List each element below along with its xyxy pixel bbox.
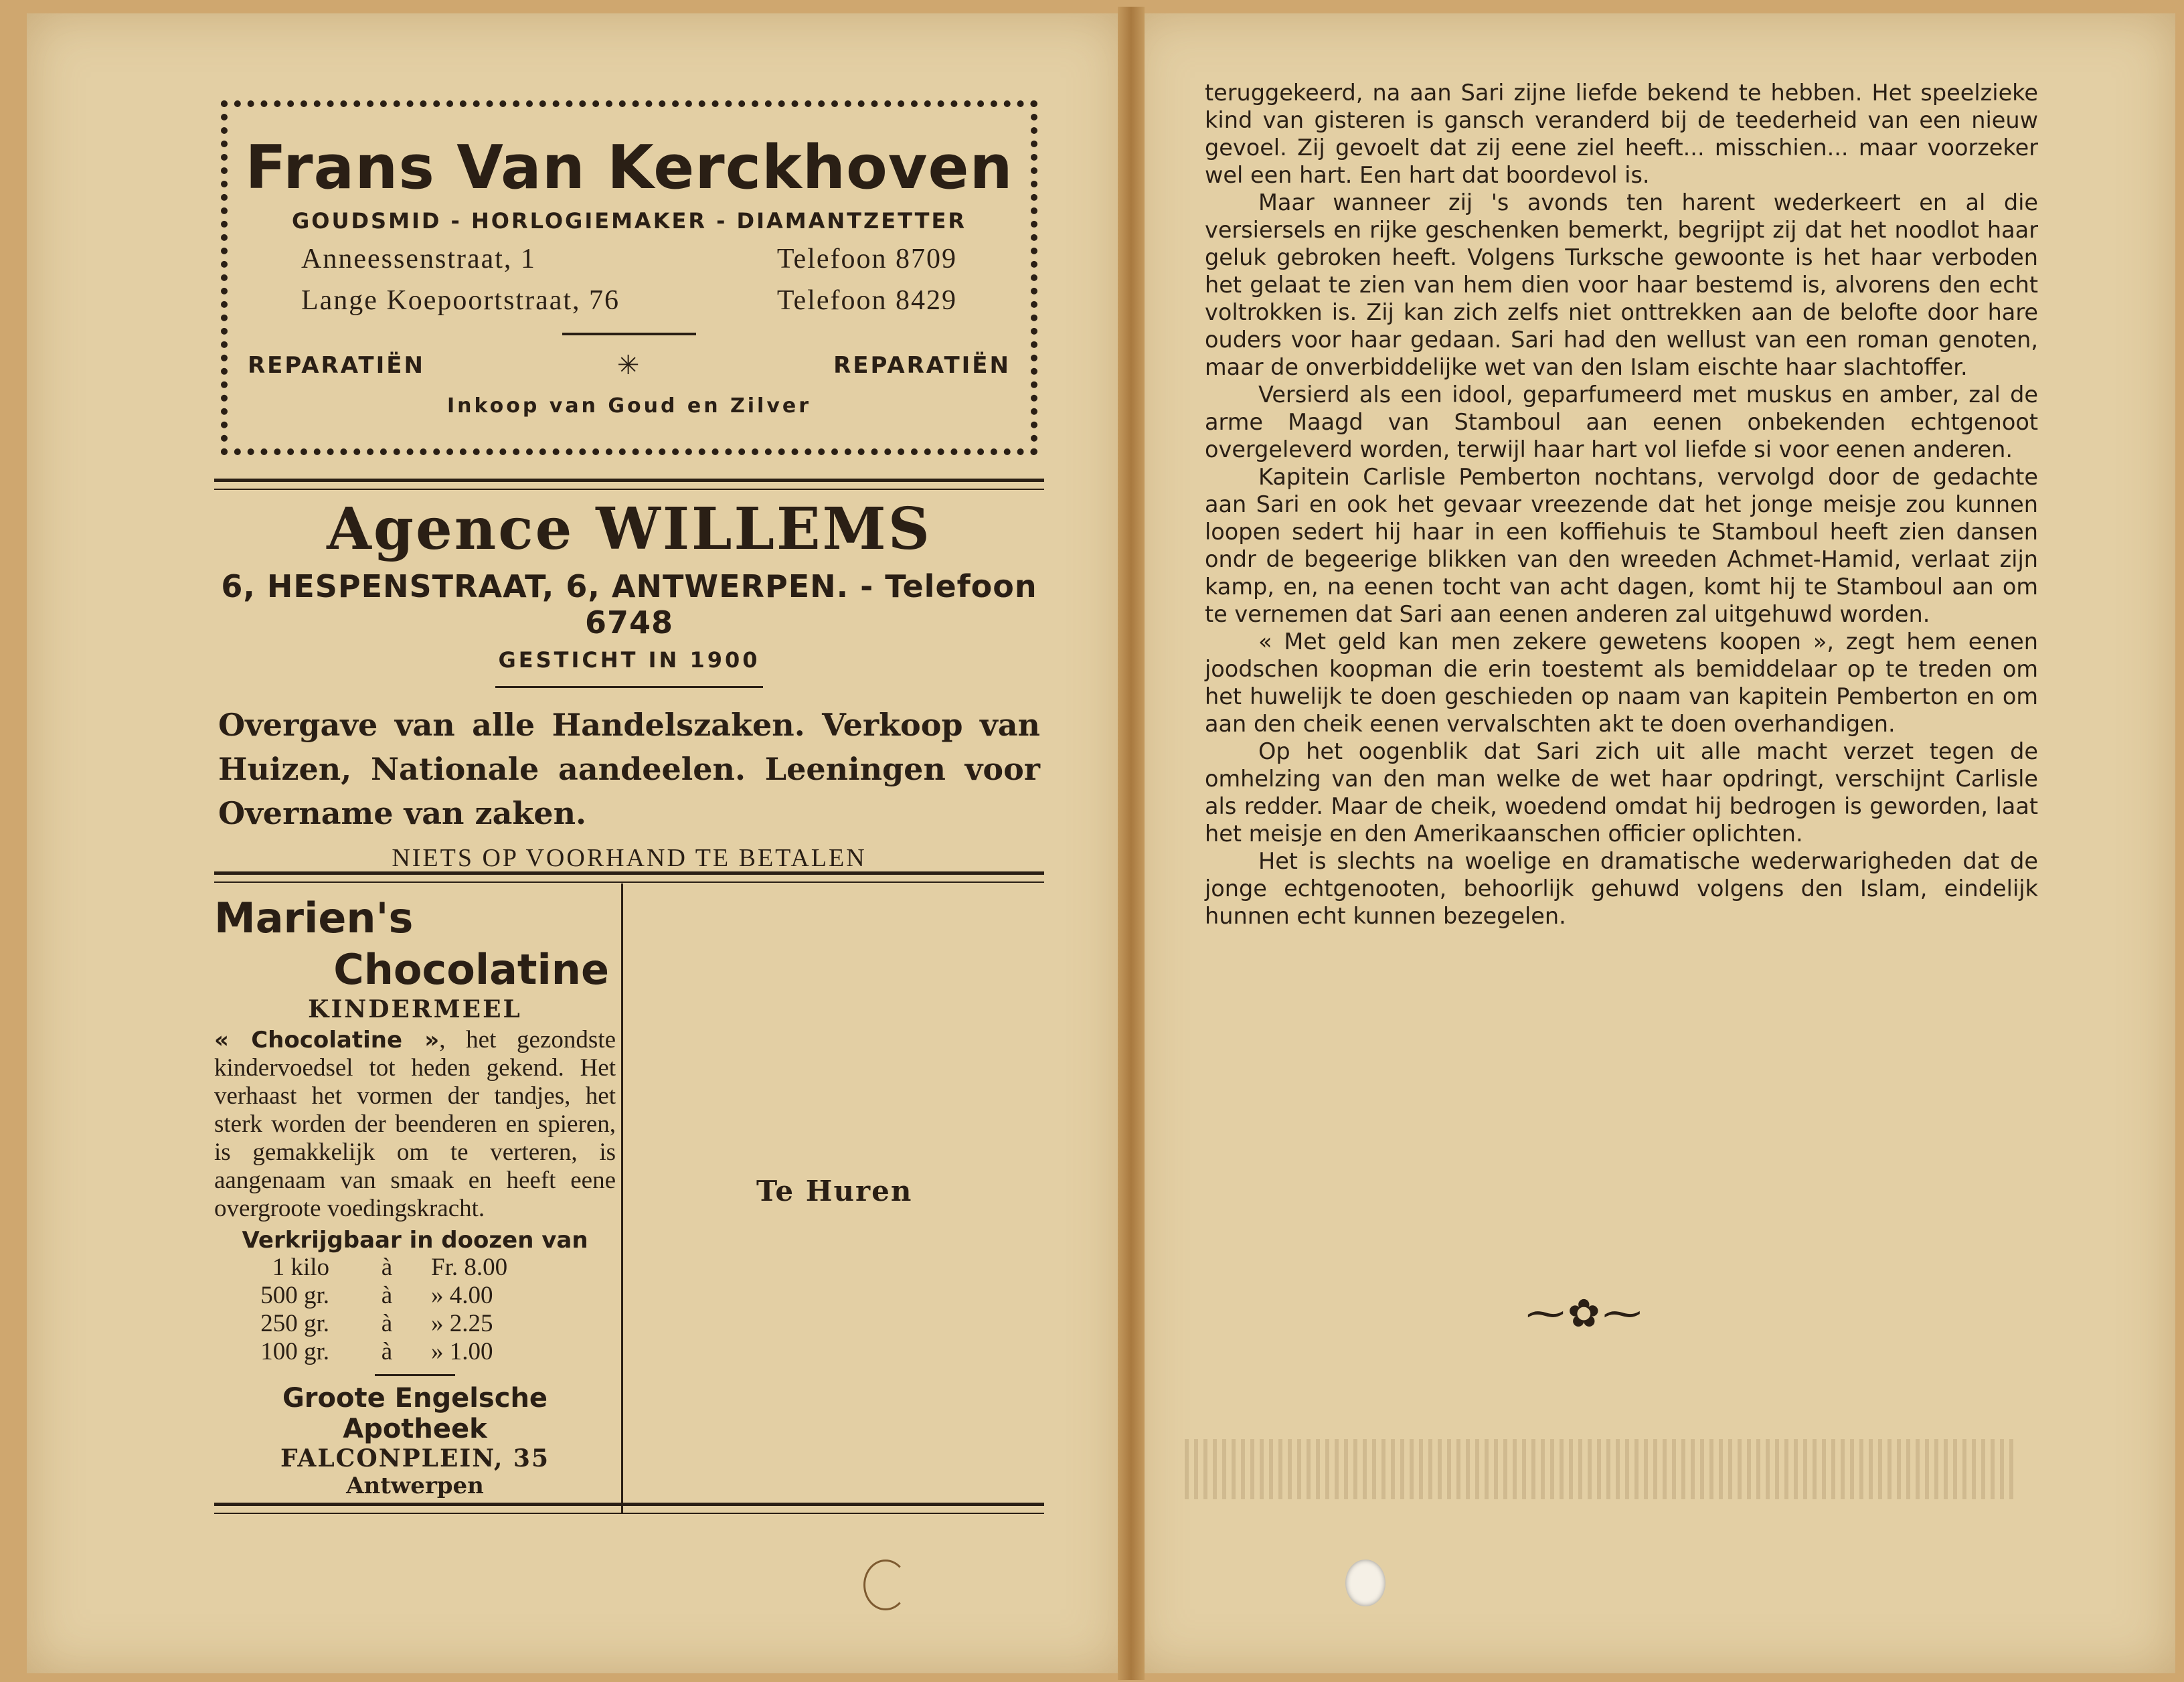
marien-shop: Groote Engelsche Apotheek — [282, 1383, 548, 1444]
asterisk-icon: ✳ — [616, 350, 642, 381]
frans-repairs-right: REPARATIËN — [833, 352, 1011, 379]
willems-title: Agence WILLEMS — [327, 495, 932, 563]
marien-body-highlight: « Chocolatine » — [214, 1027, 440, 1054]
section-rule-3 — [214, 1503, 1044, 1514]
marien-product: Chocolatine — [333, 945, 609, 994]
frans-van-kerckhoven-ad — [221, 100, 1037, 455]
staple-hole-right — [1345, 1560, 1385, 1606]
frans-name: Frans Van Kerckhoven — [245, 133, 1013, 203]
story-paragraph: Maar wanneer zij 's avonds ten harent wederkeert en al die versiersels en rijke geschenken bemerkt, begrijpt zij dat het noodlot haar geluk gebroken heeft. Volgens Turksche gewoonte is het haar verboden het gelaat te zien van hem dien voor haar bestemd is, alvorens den echt voltrokken is. Zij kan zich zelfs niet onttrekken aan de belofte door hare ouders voor haar gedaan. Sari had den wellust van een roman genoten, maar de onverbiddelijke wet van den Islam eischte haar slachtoffer. — [1205, 189, 2038, 380]
binding-gutter — [1118, 7, 1145, 1680]
marien-shop-city: Antwerpen — [346, 1473, 484, 1499]
frans-buy-gold: Inkoop van Goud en Zilver — [446, 394, 812, 418]
frans-trades: GOUDSMID - HORLOGIEMAKER - DIAMANTZETTER — [292, 208, 967, 234]
te-huren-notice: Te Huren — [756, 1175, 913, 1207]
frans-street-1: Anneessenstraat, 1 — [301, 244, 536, 274]
frans-divider — [562, 333, 696, 335]
frans-repairs-row — [228, 350, 1031, 381]
price-at: à — [381, 1338, 393, 1365]
price-row — [214, 1254, 616, 1282]
agence-willems-ad — [214, 495, 1044, 873]
section-rule-1 — [214, 479, 1044, 490]
marien-body — [214, 1026, 616, 1223]
price-qty: 1 kilo — [272, 1254, 329, 1281]
price-table — [214, 1254, 616, 1366]
price-qty: 250 gr. — [260, 1310, 329, 1337]
price-at: à — [381, 1310, 393, 1337]
marien-shop-address: FALCONPLEIN, 35 — [280, 1444, 550, 1473]
marien-availability: Verkrijgbaar in doozen van — [242, 1227, 588, 1254]
frans-phone-2: Telefoon 8429 — [776, 285, 957, 316]
flourish-ornament-icon: ⁓✿⁓ — [1526, 1290, 1645, 1336]
price-at: à — [381, 1254, 393, 1281]
frans-address-1 — [301, 243, 957, 275]
frans-street-2: Lange Koepoortstraat, 76 — [301, 285, 620, 316]
willems-divider — [495, 686, 763, 688]
price-value: » 4.00 — [431, 1282, 493, 1309]
price-value: Fr. 8.00 — [431, 1254, 508, 1281]
frans-repairs-left: REPARATIËN — [248, 352, 425, 379]
story-paragraph: Op het oogenblik dat Sari zich uit alle macht verzet tegen de omhelzing van den man welke de wet haar opdringt, verschijnt Carlisle als redder. Maar de cheik, woedend omdat hij bedrogen is geworden, laat het meisje en den Amerikaanschen officier oplichten. — [1205, 738, 2038, 847]
story-paragraph: Het is slechts na woelige en dramatische wederwarigheden dat de jonge echtgenooten, behoorlijk gehuwd volgens den Islam, eindelijk hunnen echt kunnen bezegelen. — [1205, 848, 2038, 929]
price-value: » 2.25 — [431, 1310, 493, 1337]
price-at: à — [381, 1282, 393, 1309]
willems-note: NIETS OP VOORHAND TE BETALEN — [392, 844, 867, 872]
story-paragraph: Kapitein Carlisle Pemberton nochtans, vervolgd door de gedachte aan Sari en ook het gevaar vreezende dat het jonge meisje zou kunnen loopen sedert hij haar in een koffiehuis te Stamboul heeft zien dansen ondr de begeerige blikken van den wreeden Achmet-Hamid, verlaat zijn kamp, en, na eenen tocht van acht dagen, komt hij te Stamboul aan om te vernemen dat Sari aan eenen anderen zal uitgehuwd worden. — [1205, 464, 2038, 627]
bleed-through-pattern — [1185, 1439, 2015, 1499]
willems-body: Overgave van alle Handelszaken. Verkoop van Huizen, Nationale aandeelen. Leeningen voor Overname van zaken. — [218, 707, 1040, 831]
marien-name: Marien's — [214, 894, 414, 942]
price-row — [214, 1282, 616, 1310]
story-paragraph: Versierd als een idool, geparfumeerd met muskus en amber, zal de arme Maagd van Stamboul aan eenen onbekenden echtgenoot overgeleverd worden, terwijl haar hart vol liefde si voor eenen anderen. — [1205, 382, 2038, 462]
marien-subtitle: KINDERMEEL — [308, 995, 522, 1023]
price-qty: 500 gr. — [260, 1282, 329, 1309]
story-paragraph: « Met geld kan men zekere gewetens koopen », zegt hem eenen joodschen koopman die erin toestemt als bemiddelaar op te treden om het huwelijk te doen geschieden op naam van kapitein Pemberton en om aan den cheik eenen vervalschten akt te doen overhandigen. — [1205, 628, 2038, 737]
price-row — [214, 1338, 616, 1366]
price-qty: 100 gr. — [260, 1338, 329, 1365]
marien-body-text: , het gezondste kindervoedsel tot heden gekend. Het verhaast het vormen der tandjes, het sterk worden der beenderen en spieren, is gemakkelijk om te verteren, is aangenaam van smaak en heeft eene overgroote voedingskracht. — [214, 1026, 616, 1222]
willems-established: GESTICHT IN 1900 — [498, 647, 760, 673]
price-row — [214, 1310, 616, 1338]
story-paragraph: teruggekeerd, na aan Sari zijne liefde bekend te hebben. Het speelzieke kind van gisteren is gansch veranderd bij de teederheid van een nieuw gevoel. Zij gevoelt dat zij eene ziel heeft... misschien... maar voorzeker wel een hart. Een hart dat boordevol is. — [1205, 80, 2038, 188]
marien-divider — [375, 1374, 455, 1376]
willems-address: 6, HESPENSTRAAT, 6, ANTWERPEN. - Telefoon 6748 — [221, 568, 1037, 641]
marien-chocolatine-ad — [214, 894, 616, 1499]
frans-address-2 — [301, 284, 957, 317]
staple-hole-left — [863, 1560, 908, 1610]
frans-phone-1: Telefoon 8709 — [776, 244, 957, 274]
story-text — [1205, 79, 2038, 930]
section-rule-2 — [214, 871, 1044, 883]
price-value: » 1.00 — [431, 1338, 493, 1365]
column-divider — [621, 884, 623, 1513]
